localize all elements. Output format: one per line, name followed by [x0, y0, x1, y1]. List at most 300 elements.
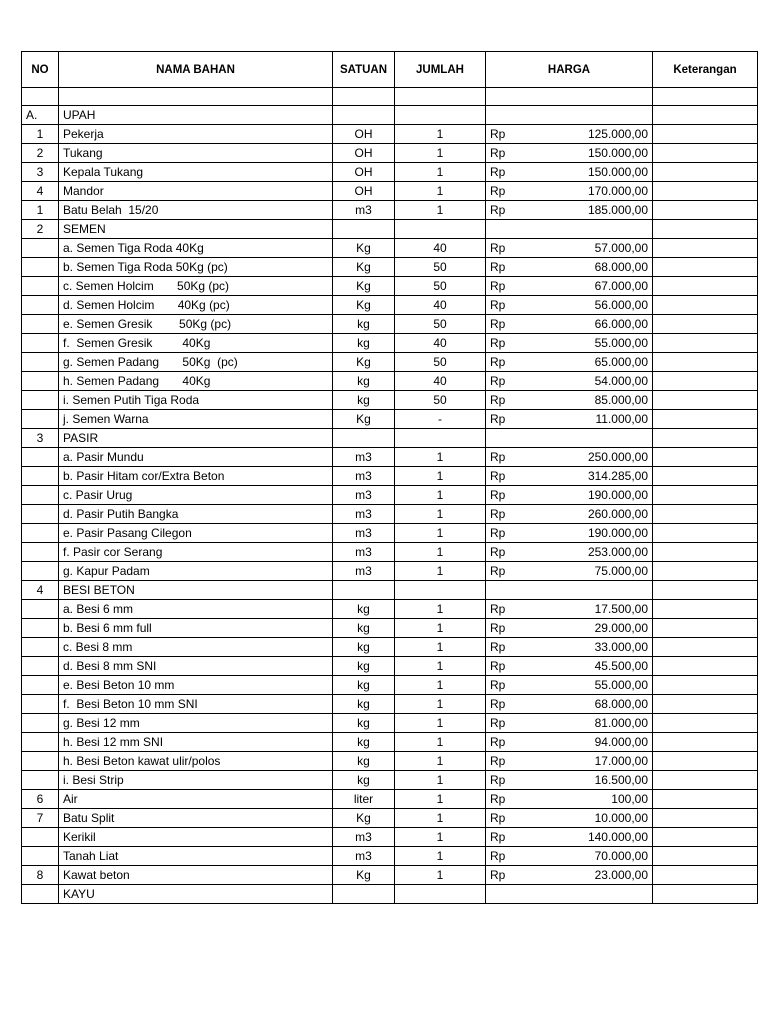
quantity-cell: 1: [395, 600, 486, 619]
material-name: Batu Split: [59, 809, 333, 828]
quantity-cell: 50: [395, 353, 486, 372]
material-name: c. Semen Holcim 50Kg (pc): [59, 277, 333, 296]
unit-cell: kg: [333, 657, 395, 676]
material-name: f. Besi Beton 10 mm SNI: [59, 695, 333, 714]
unit-cell: kg: [333, 391, 395, 410]
blank-cell: [59, 88, 333, 106]
currency-cell: Rp: [486, 448, 534, 467]
material-name: Kawat beton: [59, 866, 333, 885]
note-cell: [653, 543, 758, 562]
currency-cell: Rp: [486, 334, 534, 353]
currency-cell: Rp: [486, 391, 534, 410]
unit-cell: Kg: [333, 258, 395, 277]
row-number: [22, 562, 59, 581]
row-number: 2: [22, 144, 59, 163]
quantity-cell: 1: [395, 771, 486, 790]
price-amount: 17.000,00: [534, 752, 653, 771]
price-amount: 17.500,00: [534, 600, 653, 619]
unit-cell: kg: [333, 638, 395, 657]
table-row: [22, 505, 758, 524]
note-cell: [653, 657, 758, 676]
currency-cell: Rp: [486, 201, 534, 220]
material-name: c. Besi 8 mm: [59, 638, 333, 657]
price-amount: 314.285,00: [534, 467, 653, 486]
unit-cell: [333, 220, 395, 239]
row-number: [22, 714, 59, 733]
table-row: [22, 220, 758, 239]
quantity-cell: 40: [395, 296, 486, 315]
material-name: b. Pasir Hitam cor/Extra Beton: [59, 467, 333, 486]
unit-cell: kg: [333, 600, 395, 619]
quantity-cell: 1: [395, 524, 486, 543]
material-name: a. Semen Tiga Roda 40Kg: [59, 239, 333, 258]
price-amount: 94.000,00: [534, 733, 653, 752]
note-cell: [653, 144, 758, 163]
material-name: j. Semen Warna: [59, 410, 333, 429]
blank-cell: [653, 88, 758, 106]
currency-cell: Rp: [486, 619, 534, 638]
note-cell: [653, 239, 758, 258]
currency-cell: Rp: [486, 467, 534, 486]
quantity-cell: [395, 581, 486, 600]
material-name: Tanah Liat: [59, 847, 333, 866]
note-cell: [653, 296, 758, 315]
row-number: [22, 486, 59, 505]
quantity-cell: [395, 429, 486, 448]
currency-cell: Rp: [486, 315, 534, 334]
row-number: [22, 524, 59, 543]
currency-cell: Rp: [486, 410, 534, 429]
quantity-cell: 50: [395, 277, 486, 296]
row-number: [22, 619, 59, 638]
quantity-cell: 50: [395, 391, 486, 410]
table-row: [22, 866, 758, 885]
price-amount: 56.000,00: [534, 296, 653, 315]
note-cell: [653, 334, 758, 353]
row-number: [22, 733, 59, 752]
table-row: [22, 163, 758, 182]
quantity-cell: -: [395, 410, 486, 429]
table-row: [22, 600, 758, 619]
quantity-cell: [395, 220, 486, 239]
currency-cell: Rp: [486, 144, 534, 163]
unit-cell: m3: [333, 486, 395, 505]
material-name: g. Besi 12 mm: [59, 714, 333, 733]
quantity-cell: 1: [395, 733, 486, 752]
blank-cell: [395, 88, 486, 106]
note-cell: [653, 619, 758, 638]
quantity-cell: 50: [395, 258, 486, 277]
note-cell: [653, 429, 758, 448]
row-number: 7: [22, 809, 59, 828]
price-amount: 81.000,00: [534, 714, 653, 733]
currency-cell: Rp: [486, 372, 534, 391]
price-amount: 29.000,00: [534, 619, 653, 638]
material-name: h. Besi 12 mm SNI: [59, 733, 333, 752]
table-row: [22, 714, 758, 733]
unit-cell: kg: [333, 372, 395, 391]
price-amount: 67.000,00: [534, 277, 653, 296]
quantity-cell: 1: [395, 752, 486, 771]
note-cell: [653, 106, 758, 125]
row-number: [22, 600, 59, 619]
row-number: 6: [22, 790, 59, 809]
price-amount: 75.000,00: [534, 562, 653, 581]
row-number: 3: [22, 429, 59, 448]
note-cell: [653, 125, 758, 144]
material-name: Pekerja: [59, 125, 333, 144]
currency-cell: Rp: [486, 828, 534, 847]
material-name: Mandor: [59, 182, 333, 201]
note-cell: [653, 885, 758, 904]
row-number: [22, 771, 59, 790]
row-number: 4: [22, 182, 59, 201]
note-cell: [653, 448, 758, 467]
row-number: [22, 752, 59, 771]
unit-cell: kg: [333, 752, 395, 771]
unit-cell: m3: [333, 828, 395, 847]
currency-cell: [486, 106, 534, 125]
material-name: Kepala Tukang: [59, 163, 333, 182]
header-no: NO: [22, 52, 59, 88]
table-row: [22, 448, 758, 467]
table-row: [22, 296, 758, 315]
currency-cell: Rp: [486, 163, 534, 182]
price-amount: 190.000,00: [534, 486, 653, 505]
currency-cell: Rp: [486, 695, 534, 714]
unit-cell: m3: [333, 543, 395, 562]
material-name: Air: [59, 790, 333, 809]
quantity-cell: 1: [395, 847, 486, 866]
header-price: HARGA: [486, 52, 653, 88]
table-row: [22, 771, 758, 790]
unit-cell: kg: [333, 771, 395, 790]
row-number: [22, 334, 59, 353]
quantity-cell: 1: [395, 505, 486, 524]
table-row: [22, 809, 758, 828]
note-cell: [653, 676, 758, 695]
material-name: d. Besi 8 mm SNI: [59, 657, 333, 676]
currency-cell: Rp: [486, 562, 534, 581]
note-cell: [653, 372, 758, 391]
quantity-cell: 1: [395, 695, 486, 714]
material-name: b. Semen Tiga Roda 50Kg (pc): [59, 258, 333, 277]
table-row: [22, 847, 758, 866]
note-cell: [653, 733, 758, 752]
material-name: UPAH: [59, 106, 333, 125]
note-cell: [653, 714, 758, 733]
note-cell: [653, 638, 758, 657]
table-row: [22, 277, 758, 296]
unit-cell: Kg: [333, 296, 395, 315]
unit-cell: Kg: [333, 239, 395, 258]
note-cell: [653, 391, 758, 410]
material-name: PASIR: [59, 429, 333, 448]
row-number: [22, 885, 59, 904]
table-row: [22, 410, 758, 429]
note-cell: [653, 581, 758, 600]
unit-cell: OH: [333, 182, 395, 201]
price-amount: 150.000,00: [534, 163, 653, 182]
note-cell: [653, 790, 758, 809]
material-name: e. Semen Gresik 50Kg (pc): [59, 315, 333, 334]
row-number: [22, 847, 59, 866]
row-number: 2: [22, 220, 59, 239]
note-cell: [653, 562, 758, 581]
quantity-cell: 1: [395, 619, 486, 638]
unit-cell: Kg: [333, 353, 395, 372]
currency-cell: Rp: [486, 182, 534, 201]
price-amount: 68.000,00: [534, 695, 653, 714]
currency-cell: Rp: [486, 866, 534, 885]
material-name: b. Besi 6 mm full: [59, 619, 333, 638]
price-amount: 150.000,00: [534, 144, 653, 163]
header-row: [22, 52, 758, 88]
quantity-cell: 1: [395, 543, 486, 562]
table-row: [22, 752, 758, 771]
material-name: g. Semen Padang 50Kg (pc): [59, 353, 333, 372]
unit-cell: m3: [333, 524, 395, 543]
currency-cell: Rp: [486, 524, 534, 543]
price-amount: [534, 429, 653, 448]
price-amount: [534, 581, 653, 600]
note-cell: [653, 752, 758, 771]
table-row: [22, 524, 758, 543]
currency-cell: Rp: [486, 733, 534, 752]
row-number: 1: [22, 125, 59, 144]
row-number: [22, 505, 59, 524]
table-row: [22, 695, 758, 714]
price-amount: 33.000,00: [534, 638, 653, 657]
row-number: [22, 828, 59, 847]
quantity-cell: 1: [395, 714, 486, 733]
row-number: [22, 638, 59, 657]
price-amount: 66.000,00: [534, 315, 653, 334]
material-name: SEMEN: [59, 220, 333, 239]
unit-cell: [333, 429, 395, 448]
material-name: e. Pasir Pasang Cilegon: [59, 524, 333, 543]
table-row: [22, 657, 758, 676]
note-cell: [653, 771, 758, 790]
unit-cell: m3: [333, 505, 395, 524]
currency-cell: Rp: [486, 657, 534, 676]
table-row: [22, 315, 758, 334]
quantity-cell: 1: [395, 809, 486, 828]
row-number: A.: [22, 106, 59, 125]
price-amount: 65.000,00: [534, 353, 653, 372]
header-unit: SATUAN: [333, 52, 395, 88]
price-amount: 55.000,00: [534, 334, 653, 353]
quantity-cell: 1: [395, 638, 486, 657]
price-amount: 55.000,00: [534, 676, 653, 695]
quantity-cell: 1: [395, 866, 486, 885]
currency-cell: Rp: [486, 638, 534, 657]
price-amount: 11.000,00: [534, 410, 653, 429]
quantity-cell: 1: [395, 448, 486, 467]
table-row: [22, 334, 758, 353]
table-row: [22, 106, 758, 125]
row-number: [22, 467, 59, 486]
unit-cell: liter: [333, 790, 395, 809]
currency-cell: Rp: [486, 771, 534, 790]
material-name: KAYU: [59, 885, 333, 904]
table-row: [22, 125, 758, 144]
unit-cell: m3: [333, 847, 395, 866]
material-name: h. Semen Padang 40Kg: [59, 372, 333, 391]
currency-cell: Rp: [486, 486, 534, 505]
price-amount: 45.500,00: [534, 657, 653, 676]
material-name: a. Besi 6 mm: [59, 600, 333, 619]
price-amount: [534, 106, 653, 125]
row-number: [22, 657, 59, 676]
table-row: [22, 239, 758, 258]
price-amount: 54.000,00: [534, 372, 653, 391]
quantity-cell: 1: [395, 125, 486, 144]
note-cell: [653, 467, 758, 486]
table-row: [22, 429, 758, 448]
currency-cell: Rp: [486, 296, 534, 315]
quantity-cell: 1: [395, 486, 486, 505]
row-number: [22, 296, 59, 315]
currency-cell: [486, 429, 534, 448]
note-cell: [653, 809, 758, 828]
table-row: [22, 885, 758, 904]
note-cell: [653, 353, 758, 372]
table-row: [22, 486, 758, 505]
note-cell: [653, 277, 758, 296]
currency-cell: Rp: [486, 543, 534, 562]
table-row: [22, 372, 758, 391]
row-number: 3: [22, 163, 59, 182]
currency-cell: Rp: [486, 505, 534, 524]
blank-cell: [333, 88, 395, 106]
header-name: NAMA BAHAN: [59, 52, 333, 88]
currency-cell: Rp: [486, 600, 534, 619]
currency-cell: Rp: [486, 752, 534, 771]
blank-cell: [486, 88, 653, 106]
price-amount: 250.000,00: [534, 448, 653, 467]
unit-cell: m3: [333, 562, 395, 581]
note-cell: [653, 163, 758, 182]
price-amount: 57.000,00: [534, 239, 653, 258]
currency-cell: Rp: [486, 239, 534, 258]
price-amount: 140.000,00: [534, 828, 653, 847]
note-cell: [653, 600, 758, 619]
currency-cell: Rp: [486, 258, 534, 277]
price-amount: 23.000,00: [534, 866, 653, 885]
price-amount: 185.000,00: [534, 201, 653, 220]
material-name: g. Kapur Padam: [59, 562, 333, 581]
row-number: 1: [22, 201, 59, 220]
currency-cell: Rp: [486, 809, 534, 828]
material-name: Batu Belah 15/20: [59, 201, 333, 220]
note-cell: [653, 828, 758, 847]
row-number: [22, 543, 59, 562]
unit-cell: OH: [333, 125, 395, 144]
material-name: d. Semen Holcim 40Kg (pc): [59, 296, 333, 315]
note-cell: [653, 847, 758, 866]
price-amount: 125.000,00: [534, 125, 653, 144]
price-amount: 190.000,00: [534, 524, 653, 543]
quantity-cell: 1: [395, 828, 486, 847]
material-name: h. Besi Beton kawat ulir/polos: [59, 752, 333, 771]
row-number: [22, 372, 59, 391]
price-amount: 70.000,00: [534, 847, 653, 866]
currency-cell: [486, 885, 534, 904]
currency-cell: Rp: [486, 714, 534, 733]
quantity-cell: 40: [395, 372, 486, 391]
price-amount: 85.000,00: [534, 391, 653, 410]
material-name: f. Pasir cor Serang: [59, 543, 333, 562]
unit-cell: kg: [333, 676, 395, 695]
row-number: [22, 315, 59, 334]
unit-cell: Kg: [333, 809, 395, 828]
table-row: [22, 353, 758, 372]
currency-cell: Rp: [486, 790, 534, 809]
table-row: [22, 619, 758, 638]
quantity-cell: 1: [395, 201, 486, 220]
unit-cell: kg: [333, 733, 395, 752]
price-amount: 16.500,00: [534, 771, 653, 790]
unit-cell: [333, 885, 395, 904]
blank-cell: [22, 88, 59, 106]
unit-cell: kg: [333, 714, 395, 733]
table-row: [22, 258, 758, 277]
quantity-cell: 1: [395, 790, 486, 809]
table-row: [22, 828, 758, 847]
currency-cell: Rp: [486, 676, 534, 695]
price-amount: [534, 220, 653, 239]
material-name: f. Semen Gresik 40Kg: [59, 334, 333, 353]
unit-cell: kg: [333, 619, 395, 638]
material-name: Tukang: [59, 144, 333, 163]
row-number: [22, 391, 59, 410]
currency-cell: Rp: [486, 125, 534, 144]
unit-cell: Kg: [333, 277, 395, 296]
table-row: [22, 638, 758, 657]
table-row: [22, 543, 758, 562]
row-number: 4: [22, 581, 59, 600]
quantity-cell: 40: [395, 239, 486, 258]
currency-cell: [486, 581, 534, 600]
table-row: [22, 562, 758, 581]
unit-cell: OH: [333, 163, 395, 182]
unit-cell: kg: [333, 315, 395, 334]
material-name: e. Besi Beton 10 mm: [59, 676, 333, 695]
material-price-table: [21, 51, 758, 904]
unit-cell: [333, 106, 395, 125]
table-row: [22, 201, 758, 220]
price-amount: 10.000,00: [534, 809, 653, 828]
row-number: [22, 410, 59, 429]
note-cell: [653, 258, 758, 277]
table-row: [22, 581, 758, 600]
quantity-cell: 1: [395, 676, 486, 695]
quantity-cell: 1: [395, 657, 486, 676]
unit-cell: kg: [333, 334, 395, 353]
quantity-cell: 1: [395, 163, 486, 182]
price-amount: 170.000,00: [534, 182, 653, 201]
quantity-cell: 1: [395, 562, 486, 581]
material-name: BESI BETON: [59, 581, 333, 600]
quantity-cell: 1: [395, 467, 486, 486]
unit-cell: OH: [333, 144, 395, 163]
currency-cell: [486, 220, 534, 239]
row-number: [22, 448, 59, 467]
table-row: [22, 182, 758, 201]
unit-cell: m3: [333, 467, 395, 486]
note-cell: [653, 505, 758, 524]
